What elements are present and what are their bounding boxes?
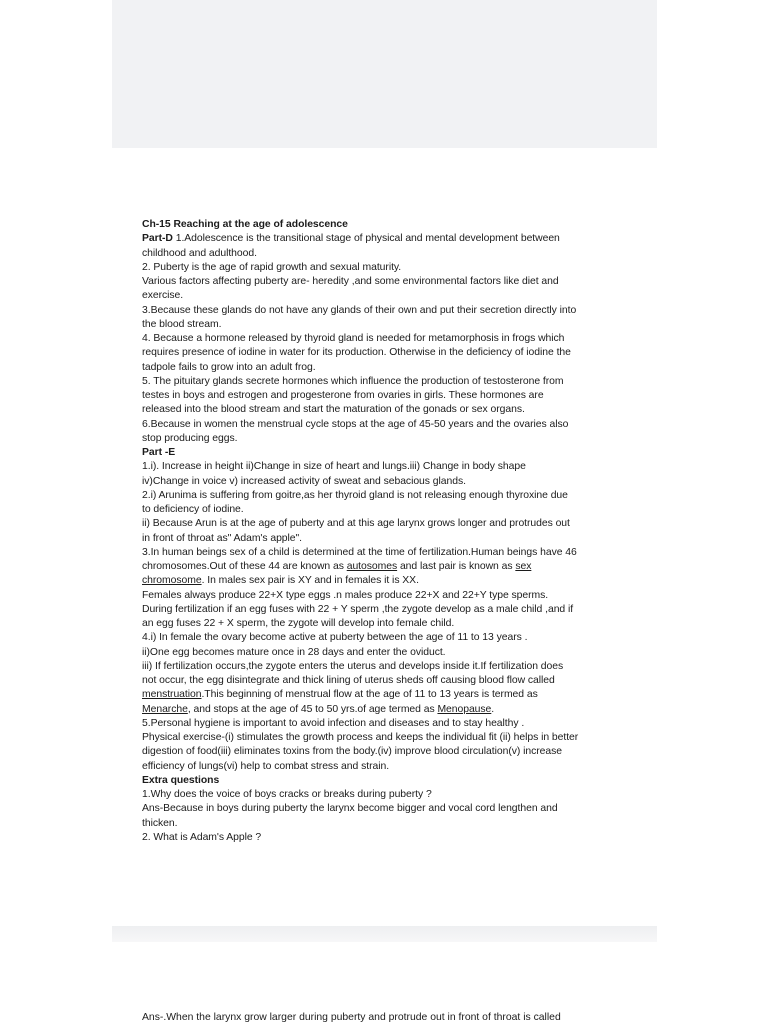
text-line: tadpole fails to grow into an adult frog. [142, 361, 316, 373]
text-line: Ans-Because in boys during puberty the larynx become bigger and vocal cord lengthen and [142, 803, 558, 815]
part-d-answer-1 [142, 232, 636, 246]
text-run: chromosomes.Out of these 44 are known as [142, 561, 347, 572]
extra-question-2: 2. What is Adam's Apple ? [142, 831, 262, 843]
underlined-term-autosomes: autosomes [346, 561, 398, 572]
underlined-term-menstruation: menstruation [142, 689, 202, 701]
text-line: digestion of food(iii) eliminates toxins from the body.(iv) improve blood circulation(v) increase [142, 746, 562, 758]
text-line: requires presence of iodine in water for its production. Otherwise in the deficiency of iodine the [142, 347, 571, 359]
part-e-label: Part -E [142, 447, 176, 458]
text-line: 4.i) In female the ovary become active at puberty between the age of 11 to 13 years . [142, 632, 528, 644]
part-d-label: Part-D [142, 233, 173, 245]
text-line: released into the blood stream and start the maturation of the gonads or sex organs. [142, 404, 525, 416]
document-page [142, 218, 636, 845]
text-line: iv)Change in voice v) increased activity of sweat and sebacious glands. [142, 475, 466, 487]
text-line: the blood stream. [142, 318, 222, 330]
underlined-term-menarche: Menarche [142, 703, 188, 715]
text-line: testes in boys and estrogen and progesterone from ovaries in girls. These hormones are [142, 390, 544, 401]
text-line: Various factors affecting puberty are- heredity ,and some environmental factors like diet and [142, 276, 559, 287]
underlined-term-chromosome: chromosome [142, 575, 202, 587]
text-line: exercise. [142, 290, 184, 302]
text-run: and last pair is known as [397, 561, 516, 572]
text-line: Females always produce 22+X type eggs .n males produce 22+X and 22+Y type sperms. [142, 589, 549, 601]
text-line [142, 703, 636, 717]
chapter-title: Ch-15 Reaching at the age of adolescence [142, 219, 348, 230]
text-line: 2.i) Arunima is suffering from goitre,as her thyroid gland is not releasing enough thyroxine due [142, 489, 568, 501]
text-line: 3.In human beings sex of a child is determined at the time of fertilization.Human beings have 46 [142, 546, 577, 558]
page-divider [112, 926, 657, 942]
previous-page-bottom [112, 0, 657, 148]
underlined-term-menopause: Menopause [437, 703, 492, 715]
text-line: iii) If fertilization occurs,the zygote enters the uterus and develops inside it.If fertilization does [142, 660, 564, 672]
text-line: 4. Because a hormone released by thyroid gland is needed for metamorphosis in frogs which [142, 333, 565, 344]
text-line: 6.Because in women the menstrual cycle stops at the age of 45-50 years and the ovaries also [142, 418, 569, 430]
next-page-text: Ans-.When the larynx grow larger during puberty and protrude out in front of throat is called [142, 1012, 561, 1023]
text-line [142, 574, 636, 588]
text-line: 1.Adolescence is the transitional stage of physical and mental development between [172, 233, 560, 245]
text-line: 2. Puberty is the age of rapid growth and sexual maturity. [142, 261, 402, 273]
text-line: 1.i). Increase in height ii)Change in size of heart and lungs.iii) Change in body shape [142, 461, 526, 473]
text-line: Physical exercise-(i) stimulates the growth process and keeps the individual fit (ii) helps in better [142, 732, 579, 743]
text-line: ii) Because Arun is at the age of puberty and at this age larynx grows longer and protrudes out [142, 518, 570, 530]
text-line: During fertilization if an egg fuses with 22 + Y sperm ,the zygote develop as a male child ,and if [142, 603, 574, 615]
text-line: 5.Personal hygiene is important to avoid infection and diseases and to stay healthy . [142, 717, 525, 729]
text-line [142, 688, 636, 702]
text-line: ii)One egg becomes mature once in 28 days and enter the oviduct. [142, 646, 446, 658]
extra-question-1: 1.Why does the voice of boys cracks or breaks during puberty ? [142, 789, 432, 800]
underlined-term-sex: sex [515, 561, 532, 572]
text-line: childhood and adulthood. [142, 247, 257, 259]
text-run: , and stops at the age of 45 to 50 yrs.of age termed as [187, 703, 438, 715]
extra-questions-heading: Extra questions [142, 774, 220, 786]
text-line: not occur, the egg disintegrate and thick lining of uterus sheds off causing blood flow called [142, 675, 555, 686]
text-line: to deficiency of iodine. [142, 504, 244, 515]
text-line: thicken. [142, 817, 178, 829]
text-line: an egg fuses 22 + X sperm, the zygote will develop into female child. [142, 618, 455, 629]
text-line: stop producing eggs. [142, 432, 238, 444]
text-line: 3.Because these glands do not have any glands of their own and put their secretion directly into [142, 304, 577, 316]
text-line: 5. The pituitary glands secrete hormones which influence the production of testosterone from [142, 375, 564, 387]
text-run: . [491, 703, 495, 715]
text-line [142, 560, 636, 574]
text-run: . In males sex pair is XY and in females it is XX. [201, 575, 419, 587]
text-line: efficiency of lungs(vi) help to combat stress and strain. [142, 760, 390, 772]
text-line: in front of throat as" Adam's apple". [142, 532, 302, 544]
text-run: .This beginning of menstrual flow at the age of 11 to 13 years is termed as [201, 689, 538, 701]
